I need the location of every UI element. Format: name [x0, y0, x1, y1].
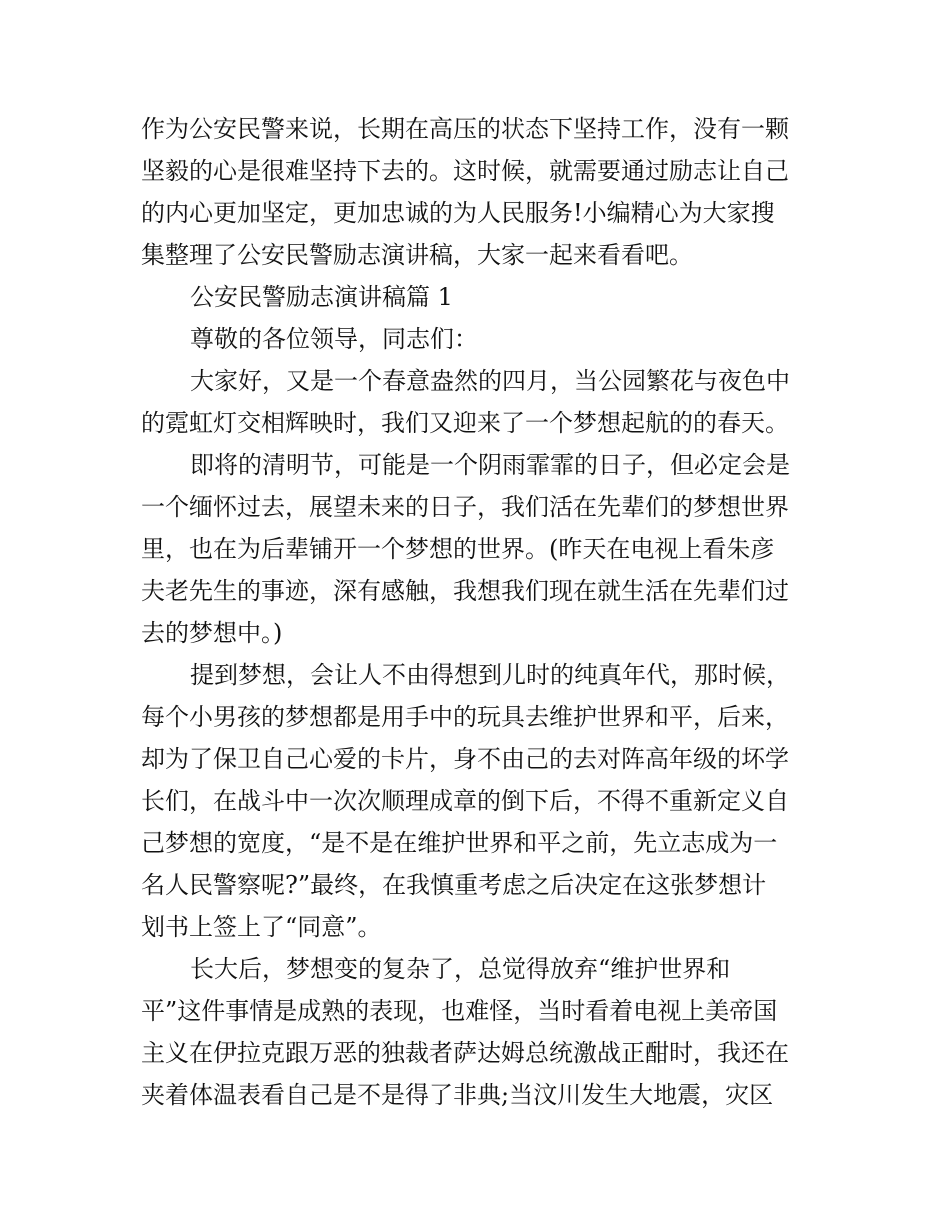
- section-heading: 公安民警励志演讲稿篇 1: [190, 283, 453, 311]
- text-line: 的内心更加坚定，更加忠诚的为人民服务!小编精心为大家搜: [141, 199, 775, 227]
- salutation: 尊敬的各位领导，同志们：: [190, 325, 478, 353]
- text-line: 却为了保卫自己心爱的卡片，身不由己的去对阵高年级的坏学: [141, 745, 789, 773]
- text-line: 大家好，又是一个春意盎然的四月，当公园繁花与夜色中: [190, 367, 790, 395]
- text-line: 坚毅的心是很难坚持下去的。这时候，就需要通过励志让自己: [141, 157, 789, 185]
- text-line: 作为公安民警来说，长期在高压的状态下坚持工作，没有一颗: [141, 115, 789, 143]
- text-line: 己梦想的宽度，“是不是在维护世界和平之前，先立志成为一: [141, 829, 778, 857]
- text-line: 平”这件事情是成熟的表现，也难怪，当时看着电视上美帝国: [141, 997, 778, 1025]
- text-line: 主义在伊拉克跟万恶的独裁者萨达姆总统激战正酣时，我还在: [141, 1039, 789, 1067]
- text-line: 划书上签上了“同意”。: [141, 913, 382, 941]
- text-line: 去的梦想中。): [141, 619, 283, 647]
- text-line: 长大后，梦想变的复杂了，总觉得放弃“维护世界和: [190, 955, 731, 983]
- text-line: 每个小男孩的梦想都是用手中的玩具去维护世界和平，后来，: [141, 703, 789, 731]
- text-line: 即将的清明节，可能是一个阴雨霏霏的日子，但必定会是: [190, 451, 790, 479]
- text-line: 集整理了公安民警励志演讲稿，大家一起来看看吧。: [141, 241, 693, 269]
- text-line: 的霓虹灯交相辉映时，我们又迎来了一个梦想起航的的春天。: [141, 409, 789, 437]
- text-line: 长们，在战斗中一次次顺理成章的倒下后，不得不重新定义自: [141, 787, 789, 815]
- text-line: 一个缅怀过去，展望未来的日子，我们活在先辈们的梦想世界: [141, 493, 789, 521]
- text-line: 名人民警察呢?”最终，在我慎重考虑之后决定在这张梦想计: [141, 871, 767, 899]
- text-line: 里，也在为后辈铺开一个梦想的世界。(昨天在电视上看朱彦: [141, 535, 775, 563]
- text-line: 夹着体温表看自己是不是得了非典;当汶川发生大地震，灾区: [141, 1081, 774, 1109]
- text-line: 夫老先生的事迹，深有感触，我想我们现在就生活在先辈们过: [141, 577, 789, 605]
- text-line: 提到梦想，会让人不由得想到儿时的纯真年代，那时候，: [190, 661, 790, 689]
